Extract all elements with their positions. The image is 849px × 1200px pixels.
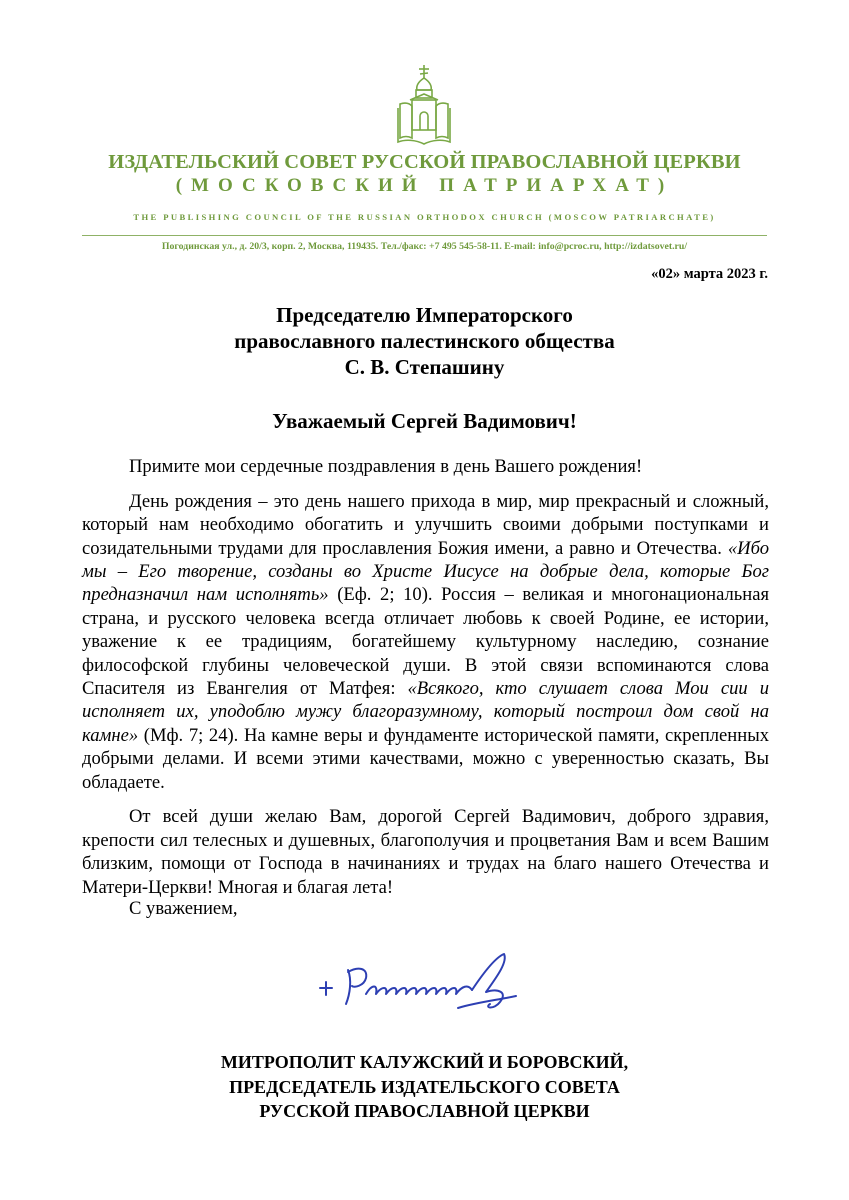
- salutation: Уважаемый Сергей Вадимович!: [272, 409, 577, 433]
- organization-name: ИЗДАТЕЛЬСКИЙ СОВЕТ РУССКОЙ ПРАВОСЛАВНОЙ ЦЕРКВИ: [108, 151, 741, 173]
- church-book-logo: [396, 64, 452, 146]
- recipient-line-2: православного палестинского общества: [234, 329, 615, 353]
- paragraph-2: [82, 490, 769, 794]
- scripture-quote-1: «Ибо мы – Его творение, созданы во Христе Иисусе на добрые дела, которые Бог предназначил нам исполнять»: [82, 537, 769, 606]
- signatory-line-1: МИТРОПОЛИТ КАЛУЖСКИЙ И БОРОВСКИЙ,: [220, 1052, 629, 1072]
- recipient-line-1: Председателю Императорского: [276, 303, 573, 327]
- signatory-block: [0, 1050, 849, 1124]
- paragraph-3: От всей души желаю Вам, дорогой Сергей Вадимович, доброго здравия, крепости сил телесных и душевных, благополучия и процветания Вам и всем Вашим близким, помощи от Господа в начинаниях и трудах на благо нашего Отечества и Матери-Церкви! Многая и благая лета!: [82, 806, 769, 898]
- organization-subtitle: (МОСКОВСКИЙ ПАТРИАРХАТ): [175, 175, 674, 196]
- letter-body: [82, 455, 769, 910]
- organization-address: Погодинская ул., д. 20/3, корп. 2, Москва, 119435. Тел./факс: +7 495 545-58-11. E-mail: info@pcroc.ru, http://izdatsovet.ru/: [161, 241, 688, 252]
- signatory-line-2: ПРЕДСЕДАТЕЛЬ ИЗДАТЕЛЬСКОГО СОВЕТА: [229, 1076, 620, 1097]
- paragraph-1: Примите мои сердечные поздравления в день Вашего рождения!: [129, 456, 643, 477]
- handwritten-signature: [308, 948, 528, 1023]
- scripture-quote-2: «Всякого, кто слушает слова Мои сии и исполняет их, уподоблю мужу благоразумному, который построил дом свой на камне»: [82, 678, 769, 746]
- signatory-line-3: РУССКОЙ ПРАВОСЛАВНОЙ ЦЕРКВИ: [259, 1101, 590, 1121]
- letterhead-divider: [82, 235, 767, 236]
- organization-english-name: THE PUBLISHING COUNCIL OF THE RUSSIAN ORTHODOX CHURCH (MOSCOW PATRIARCHATE): [133, 212, 716, 222]
- closing-phrase: С уважением,: [129, 898, 238, 919]
- paragraph-2-text-3: (Мф. 7; 24). На камне веры и фундаменте исторической памяти, скрепленных добрыми делами. И всеми этими качествами, можно с уверенностью сказать, Вы обладаете.: [82, 724, 769, 793]
- recipient-block: [0, 302, 849, 380]
- paragraph-2-text-1: День рождения – это день нашего прихода в мир, мир прекрасный и сложный, который нам необходимо обогатить и улучшить своими добрыми поступками и созидательными трудами для прославления Божия имени, а равно и Отечества.: [82, 490, 769, 559]
- paragraph-2-text-2: (Еф. 2; 10). Россия – великая и многонациональная страна, и русского человека всегда отличает любовь к своей Родине, ее истории, уважение к ее традициям, богатейшему культурному наследию, сознание философской глубины человеческой души. В этой связи вспоминаются слова Спасителя из Евангелия от Матфея:: [82, 584, 769, 700]
- letter-date: «02» марта 2023 г.: [651, 266, 768, 282]
- recipient-line-3: С. В. Степашину: [344, 355, 505, 379]
